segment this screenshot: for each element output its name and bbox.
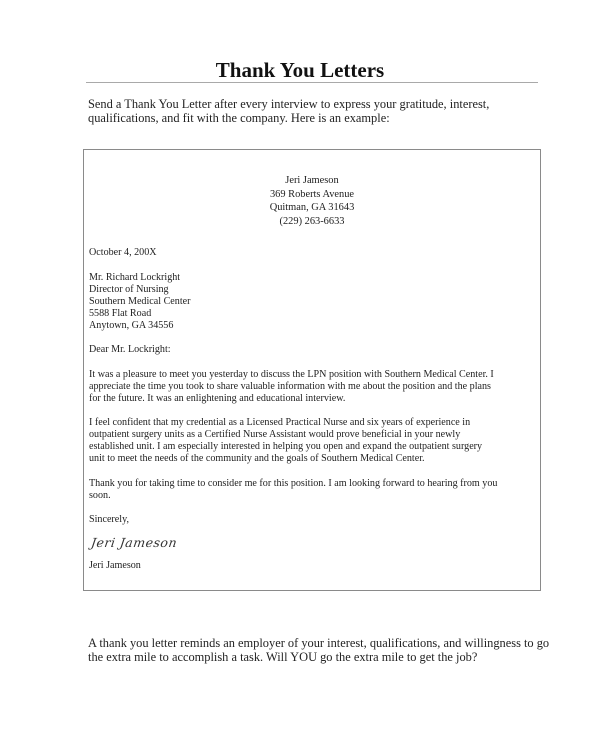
intro-line: qualifications, and fit with the company. Here is an example: [88, 111, 390, 125]
recipient-line: Mr. Richard Lockright [89, 271, 181, 283]
recipient-address-block [89, 272, 537, 332]
letter-paragraph [89, 417, 537, 465]
letter-paragraph [89, 478, 537, 502]
page-title: Thank You Letters [215, 58, 385, 82]
typed-name: Jeri Jameson [89, 560, 141, 571]
paragraph-line: established unit. I am especially interested in helping you open and expand the outpatient surgery [89, 441, 483, 452]
outro-text [88, 636, 550, 664]
example-letter [83, 149, 541, 591]
salutation: Dear Mr. Lockright: [89, 344, 171, 355]
paragraph-line: It was a pleasure to meet you yesterday to discuss the LPN position with Southern Medical Center. I [89, 368, 494, 380]
paragraph-line: unit to meet the needs of the community and the goals of Southern Medical Center. [89, 453, 425, 464]
letter-body [89, 247, 537, 572]
intro-text [88, 97, 528, 125]
sender-phone: (229) 263-6633 [279, 215, 345, 227]
outro-line: the extra mile to accomplish a task. Will YOU go the extra mile to get the job? [88, 650, 478, 664]
paragraph-line: soon. [89, 489, 111, 501]
closing: Sincerely, [89, 514, 129, 525]
handwritten-signature: Jeri Jameson [90, 535, 179, 550]
sender-name: Jeri Jameson [285, 175, 339, 186]
recipient-line: Anytown, GA 34556 [89, 319, 174, 331]
sender-street: 369 Roberts Avenue [269, 188, 355, 200]
paragraph-line: outpatient surgery units as a Certified Nurse Assistant would prove beneficial in your newly [89, 429, 461, 440]
recipient-line: 5588 Flat Road [89, 307, 152, 319]
paragraph-line: I feel confident that my credential as a Licensed Practical Nurse and six years of experience in [89, 417, 471, 428]
paragraph-line: for the future. It was an enlightening and educational interview. [89, 392, 346, 404]
sender-address-block [84, 174, 540, 228]
recipient-line: Southern Medical Center [89, 295, 191, 307]
letter-paragraph [89, 369, 537, 405]
intro-line: Send a Thank You Letter after every interview to express your gratitude, interest, [88, 97, 490, 111]
paragraph-line: Thank you for taking time to consider me for this position. I am looking forward to hearing from you [89, 477, 498, 489]
paragraph-line: appreciate the time you took to share valuable information with me about the position and the plans [89, 380, 491, 392]
recipient-line: Director of Nursing [89, 283, 169, 295]
outro-line: A thank you letter reminds an employer of your interest, qualifications, and willingness to go [88, 636, 550, 650]
letter-date: October 4, 200X [89, 247, 157, 258]
title-divider [86, 82, 538, 83]
sender-city: Quitman, GA 31643 [269, 202, 355, 213]
